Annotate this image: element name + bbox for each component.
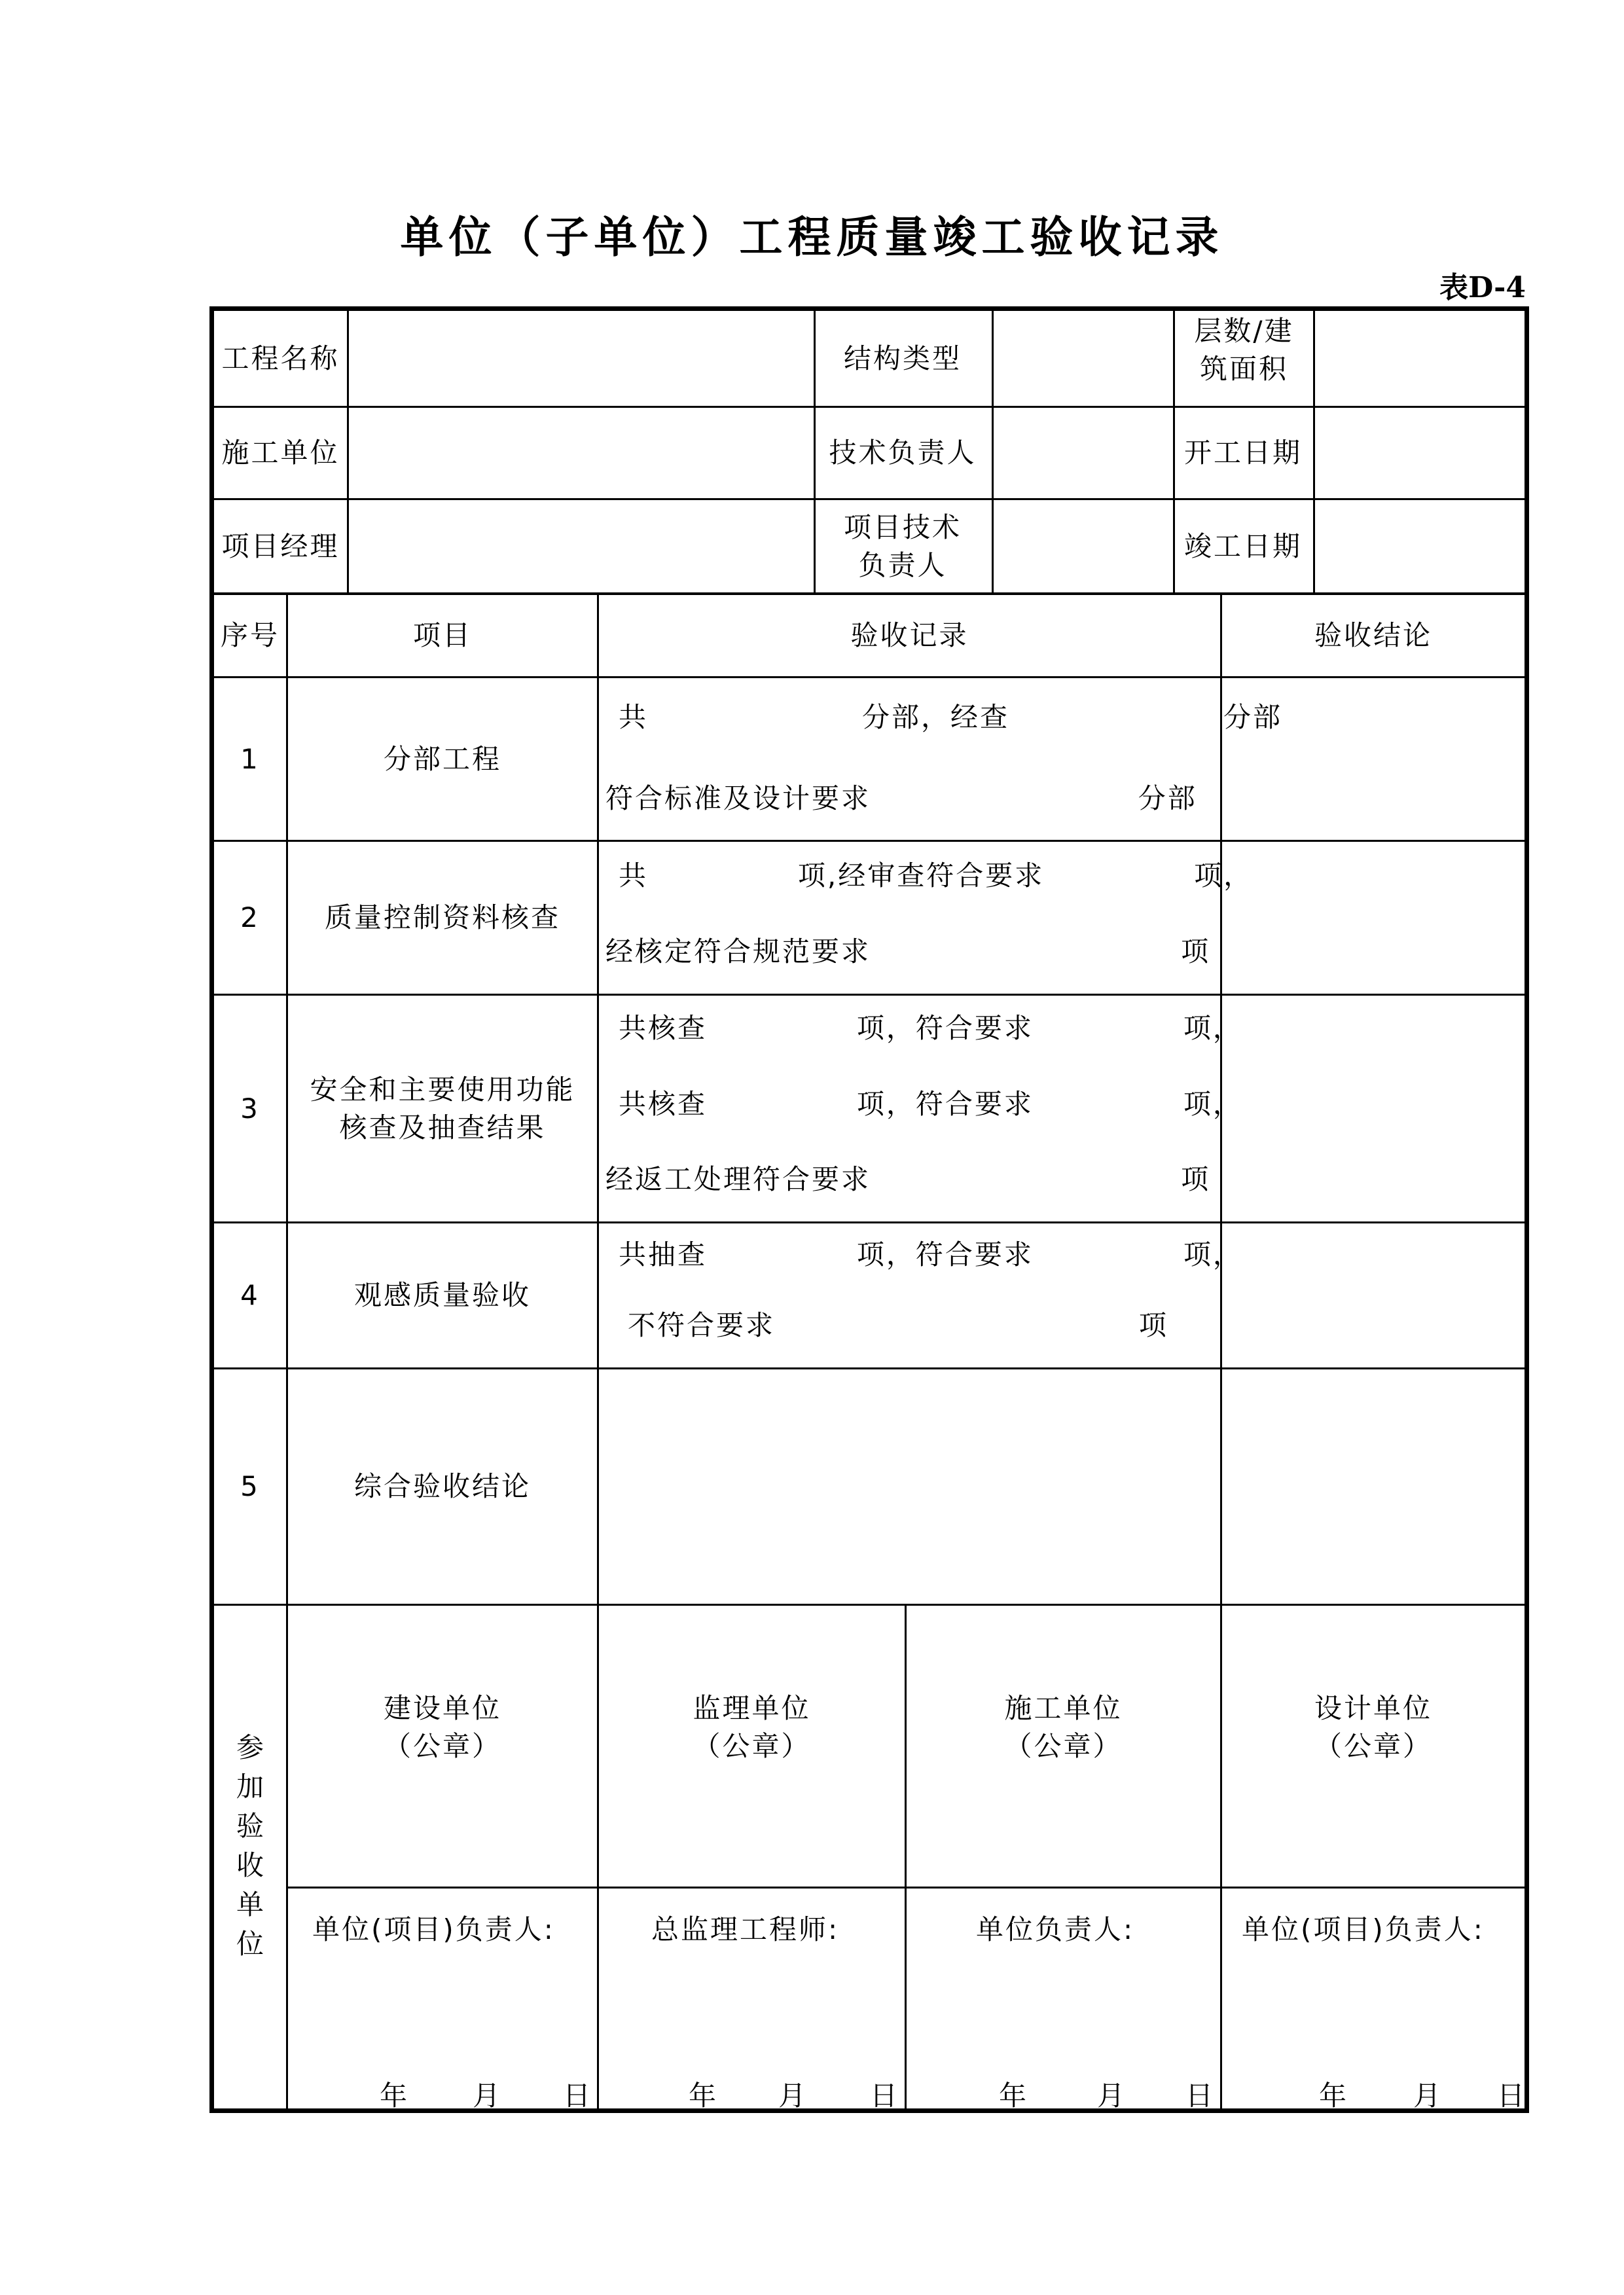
date-year: 年 <box>380 2080 410 2112</box>
unit-signer: 单位负责人: <box>976 1913 1135 1945</box>
row-item: 综合验收结论 <box>353 1470 531 1502</box>
date-month: 月 <box>1413 2080 1443 2112</box>
project-tech-lead-label: 项目技术负责人 <box>843 511 962 581</box>
date-month: 月 <box>1097 2080 1127 2112</box>
unit-signer: 单位(项目)负责人: <box>1242 1913 1485 1945</box>
floors-area-label: 层数/建筑面积 <box>1194 315 1294 385</box>
record-line: 经核定符合规范要求 项 <box>605 935 1211 967</box>
date-year: 年 <box>999 2080 1029 2112</box>
column-seq: 序号 <box>220 619 280 651</box>
form-table <box>209 306 1529 2113</box>
row-number: 4 <box>240 1279 260 1311</box>
row-number: 5 <box>240 1470 260 1502</box>
unit-seal: （公章） <box>383 1730 501 1762</box>
tech-lead-field[interactable] <box>994 408 1173 498</box>
participants-label: 参加验收单位 <box>236 1731 264 1960</box>
structure-type-label: 结构类型 <box>843 342 962 374</box>
record-line: 共核查 项，符合要求 项， <box>619 1088 1242 1120</box>
construction-unit-field[interactable] <box>349 408 814 498</box>
project-tech-lead-field[interactable] <box>994 500 1173 592</box>
structure-type-field[interactable] <box>994 311 1173 406</box>
date-year: 年 <box>689 2080 719 2112</box>
date-month: 月 <box>473 2080 503 2112</box>
date-year: 年 <box>1319 2080 1349 2112</box>
conclusion-field[interactable] <box>1222 1223 1525 1367</box>
form-title: 单位（子单位）工程质量竣工验收记录 <box>400 212 1224 262</box>
row-number: 2 <box>240 901 260 933</box>
unit-seal: （公章） <box>1004 1730 1123 1762</box>
date-day: 日 <box>1497 2080 1527 2112</box>
record-line: 共 分部，经查 分部 <box>619 701 1283 733</box>
project-manager-field[interactable] <box>349 500 814 592</box>
conclusion-field[interactable] <box>1222 678 1525 840</box>
record-line: 共核查 项，符合要求 项， <box>619 1012 1242 1044</box>
date-day: 日 <box>563 2080 593 2112</box>
record-line: 经返工处理符合要求 项 <box>605 1163 1211 1195</box>
record-line: 符合标准及设计要求 分部 <box>605 782 1197 814</box>
start-date-field[interactable] <box>1315 408 1525 498</box>
rule-v <box>905 1604 907 2108</box>
date-day: 日 <box>870 2080 900 2112</box>
overall-conclusion-field[interactable] <box>599 1369 1220 1604</box>
column-conclusion: 验收结论 <box>1314 619 1432 651</box>
record-line: 共 项,经审查符合要求 项， <box>619 859 1254 892</box>
row-item: 安全和主要使用功能核查及抽查结果 <box>310 1073 575 1144</box>
rule-h <box>214 1604 1525 1606</box>
tech-lead-label: 技术负责人 <box>829 437 977 469</box>
conclusion-field[interactable] <box>1222 842 1525 994</box>
project-manager-label: 项目经理 <box>221 530 340 562</box>
construction-unit-label: 施工单位 <box>221 437 340 469</box>
column-record: 验收记录 <box>850 619 969 651</box>
row-item: 质量控制资料核查 <box>324 901 560 933</box>
completion-date-field[interactable] <box>1315 500 1525 592</box>
row-number: 1 <box>240 742 260 775</box>
unit-signer: 总监理工程师: <box>651 1913 840 1945</box>
date-month: 月 <box>778 2080 808 2112</box>
row-number: 3 <box>240 1092 260 1125</box>
table-number: 表D-4 <box>1439 271 1526 304</box>
record-line: 不符合要求 项 <box>628 1309 1168 1341</box>
column-item: 项目 <box>412 619 472 651</box>
project-name-label: 工程名称 <box>221 342 340 374</box>
record-line: 共抽查 项，符合要求 项， <box>619 1238 1242 1271</box>
rule-v <box>597 592 599 2108</box>
unit-signer: 单位(项目)负责人: <box>312 1913 555 1945</box>
unit-seal: （公章） <box>693 1730 811 1762</box>
row-item: 分部工程 <box>383 742 501 775</box>
floors-area-field[interactable] <box>1315 311 1525 406</box>
date-day: 日 <box>1185 2080 1216 2112</box>
conclusion-field[interactable] <box>1222 1369 1525 1604</box>
unit-name: 施工单位 <box>1004 1692 1123 1724</box>
project-name-field[interactable] <box>349 311 814 406</box>
unit-name: 监理单位 <box>693 1692 811 1724</box>
unit-name: 建设单位 <box>383 1692 501 1724</box>
conclusion-field[interactable] <box>1222 996 1525 1221</box>
completion-date-label: 竣工日期 <box>1183 530 1302 562</box>
unit-seal: （公章） <box>1314 1730 1432 1762</box>
row-item: 观感质量验收 <box>353 1279 531 1311</box>
start-date-label: 开工日期 <box>1183 437 1302 469</box>
unit-name: 设计单位 <box>1314 1692 1432 1724</box>
